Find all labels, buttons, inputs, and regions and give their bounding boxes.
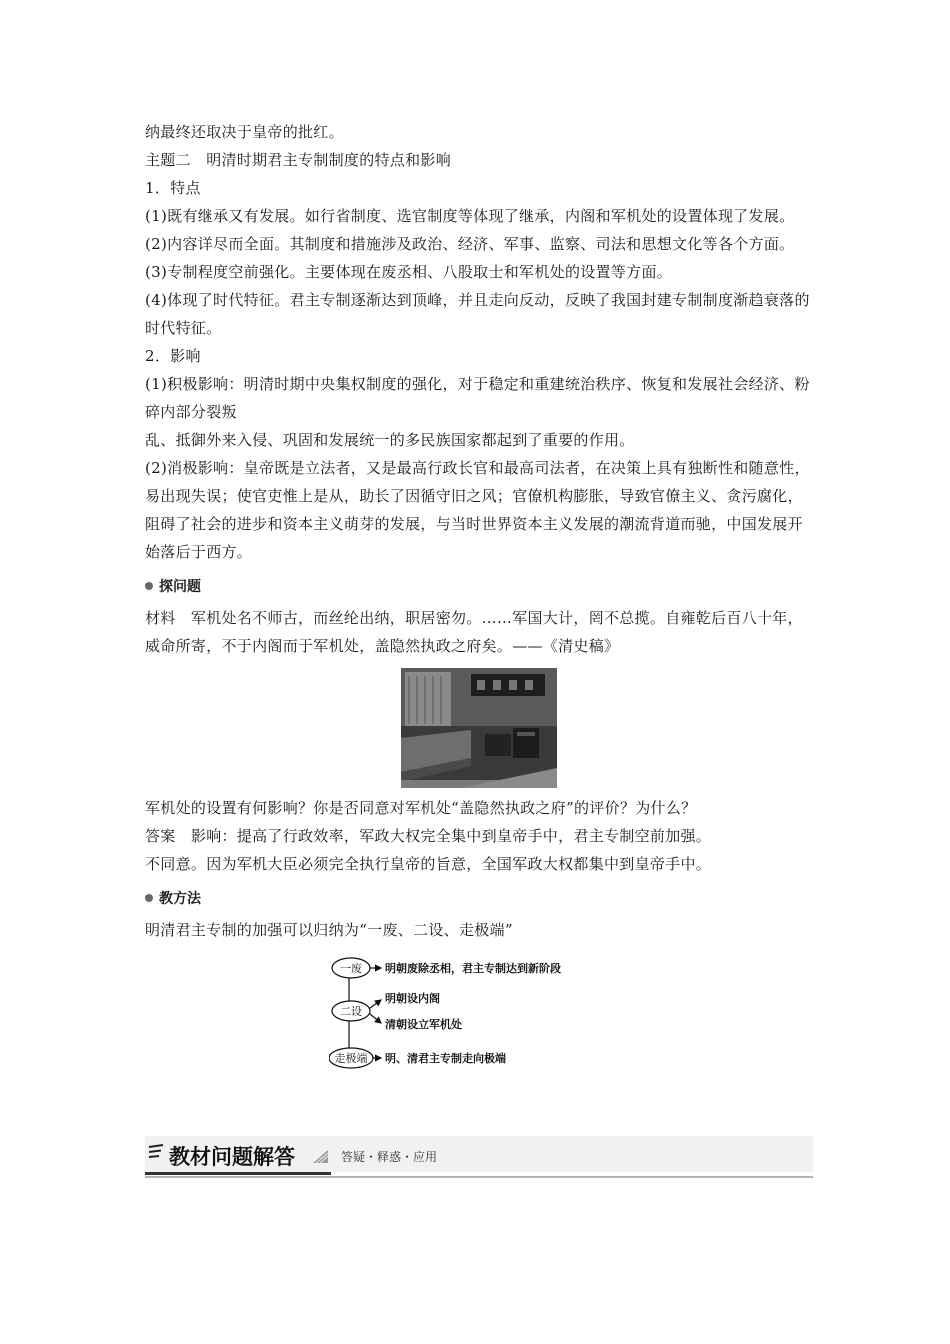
diagram-node-3-text: 明、清君主专制走向极端 [385,1052,506,1065]
subheading-features: 1．特点 [145,179,201,197]
banner-title: 教材问题解答 [169,1145,295,1169]
grand-council-photo [401,668,557,788]
diagram-node-3-label: 走极端 [334,1052,368,1065]
diagram-node-2-text-a: 明朝设内阁 [385,992,440,1005]
section-heading-method [145,888,813,908]
paragraph: (4)体现了时代特征。君主专制逐渐达到顶峰，并且走向反动，反映了我国封建专制制度渐趋衰落的时代特征。 [145,291,810,337]
method-intro: 明清君主专制的加强可以归纳为“一废、二设、走极端” [145,921,513,939]
section-heading-label: 教方法 [159,891,201,907]
paragraph: 乱、抵御外来入侵、巩固和发展统一的多民族国家都起到了重要的作用。 [145,431,635,449]
material-text: 材料 军机处名不师古，而丝纶出纳，职居密勿。……军国大计，罔不总揽。自雍乾后百八十年，威命所寄，不于内阁而于军机处，盖隐然执政之府矣。——《清史稿》 [145,609,803,655]
section-banner [145,1130,813,1178]
subheading-impact: 2．影响 [145,347,201,365]
answer-text: 不同意。因为军机大臣必须完全执行皇帝的旨意，全国军政大权都集中到皇帝手中。 [145,855,712,873]
document-body [145,118,813,1074]
summary-diagram [329,954,629,1074]
paragraph: (2)内容详尽而全面。其制度和措施涉及政治、经济、军事、监察、司法和思想文化等各个方面。 [145,235,795,253]
answer-text: 答案 影响：提高了行政效率，军政大权完全集中到皇帝手中，君主专制空前加强。 [145,827,712,845]
paragraph: (1)积极影响：明清时期中央集权制度的强化，对于稳定和重建统治秩序、恢复和发展社会经济、粉碎内部分裂叛 [145,375,810,421]
banner-subtitle: 答疑・释惑・应用 [341,1150,438,1164]
diagram-node-2-label: 二设 [340,1005,362,1018]
topic-heading: 主题二 明清时期君主专制制度的特点和影响 [145,151,452,169]
bullet-dot-icon [145,894,153,902]
paragraph: (3)专制程度空前强化。主要体现在废丞相、八股取士和军机处的设置等方面。 [145,263,673,281]
paragraph: 纳最终还取决于皇帝的批红。 [145,123,344,141]
banner-divider [145,1176,813,1178]
bullet-dot-icon [145,582,153,590]
paragraph: (2)消极影响：皇帝既是立法者，又是最高行政长官和最高司法者，在决策上具有独断性和随意性，易出现失误；使官吏惟上是从，助长了因循守旧之风；官僚机构膨胀，导致官僚主义、贪污腐化，阻碍了社会的进步和资本主义萌芽的发展，与当时世界资本主义发展的潮流背道而驰，中国发展开始落后于西方。 [145,459,810,561]
paragraph: (1)既有继承又有发展。如行省制度、选官制度等体现了继承，内阁和军机处的设置体现了发展。 [145,207,795,225]
section-heading-explore [145,576,813,596]
section-heading-label: 探问题 [159,579,201,595]
diagram-node-2-text-b: 清朝设立军机处 [385,1018,462,1031]
stripes-icon [147,1144,165,1162]
diagram-node-1-text: 明朝废除丞相，君主专制达到新阶段 [385,962,561,975]
wedge-icon [313,1148,329,1164]
question-text: 军机处的设置有何影响？你是否同意对军机处“盖隐然执政之府”的评价？为什么？ [145,799,697,817]
diagram-node-1-label: 一废 [340,962,362,975]
